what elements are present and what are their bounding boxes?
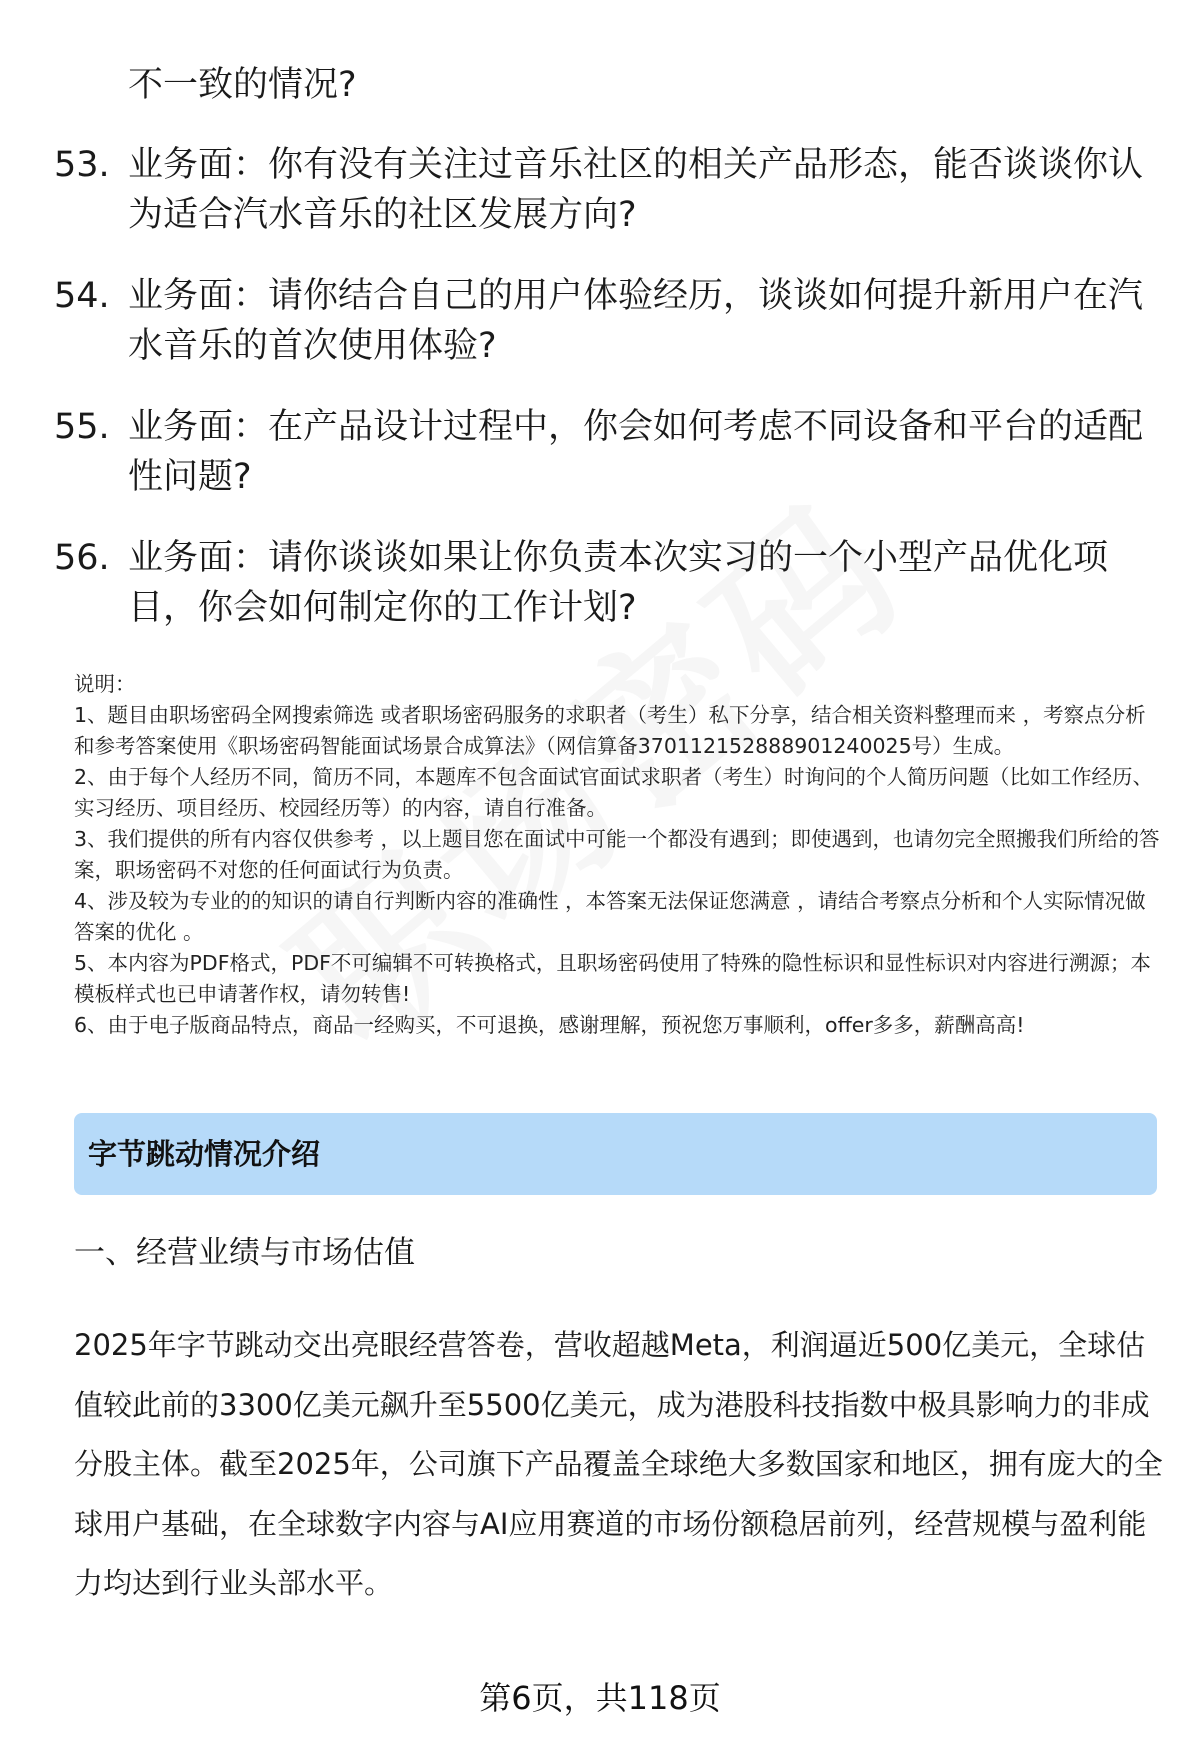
question-list — [0, 140, 1200, 664]
note-item: 4、涉及较为专业的的知识的请自行判断内容的准确性 ，本答案无法保证您满意 ，请结合考察点分析和个人实际情况做答案的优化 。 — [74, 889, 1146, 944]
question-item — [0, 402, 1200, 502]
note-item: 1、题目由职场密码全网搜索筛选 或者职场密码服务的求职者（考生）私下分享，结合相关资料整理而来 ，考察点分析和参考答案使用《职场密码智能面试场景合成算法》（网信算备370112152888901240025号）生成。 — [74, 703, 1146, 758]
body-paragraph: 2025年字节跳动交出亮眼经营答卷，营收超越Meta，利润逼近500亿美元，全球估值较此前的3300亿美元飙升至5500亿美元，成为港股科技指数中极具影响力的非成分股主体。截至2025年，公司旗下产品覆盖全球绝大多数国家和地区，拥有庞大的全球用户基础，在全球数字内容与AI应用赛道的市场份额稳居前列，经营规模与盈利能力均达到行业头部水平。 — [74, 1328, 1163, 1600]
question-number: 56. — [54, 538, 110, 578]
question-text: 业务面：你有没有关注过音乐社区的相关产品形态，能否谈谈你认为适合汽水音乐的社区发展方向? — [128, 145, 1144, 235]
section-title: 字节跳动情况介绍 — [88, 1137, 321, 1171]
notes-heading: 说明： — [74, 672, 136, 696]
question-number: 53. — [54, 145, 110, 185]
question-number: 54. — [54, 276, 110, 316]
note-item: 6、由于电子版商品特点，商品一经购买，不可退换，感谢理解，预祝您万事顺利，offer多多，薪酬高高! — [74, 1013, 1025, 1037]
disclaimer-notes — [74, 669, 1160, 1041]
section-banner — [74, 1113, 1157, 1195]
note-item: 3、我们提供的所有内容仅供参考 ，以上题目您在面试中可能一个都没有遇到；即使遇到，也请勿完全照搬我们所给的答案，职场密码不对您的任何面试行为负责。 — [74, 827, 1160, 882]
question-item — [0, 271, 1200, 371]
note-item: 5、本内容为PDF格式，PDF不可编辑不可转换格式，且职场密码使用了特殊的隐性标识和显性标识对内容进行溯源；本模板样式也已申请著作权，请勿转售! — [74, 951, 1151, 1006]
question-text: 业务面：在产品设计过程中，你会如何考虑不同设备和平台的适配性问题? — [128, 407, 1144, 497]
question-text: 业务面：请你谈谈如果让你负责本次实习的一个小型产品优化项目，你会如何制定你的工作计划? — [128, 538, 1109, 628]
note-item: 2、由于每个人经历不同，简历不同，本题库不包含面试官面试求职者（考生）时询问的个人简历问题（比如工作经历、实习经历、项目经历、校园经历等）的内容，请自行准备。 — [74, 765, 1154, 820]
question-text: 业务面：请你结合自己的用户体验经历，谈谈如何提升新用户在汽水音乐的首次使用体验? — [128, 276, 1144, 366]
question-item — [0, 533, 1200, 633]
subheading: 一、经营业绩与市场估值 — [74, 1235, 415, 1271]
question-item — [0, 140, 1200, 240]
page-number: 第6页，共118页 — [479, 1679, 721, 1717]
question-continuation: 不一致的情况? — [128, 65, 357, 105]
question-number: 55. — [54, 407, 110, 447]
